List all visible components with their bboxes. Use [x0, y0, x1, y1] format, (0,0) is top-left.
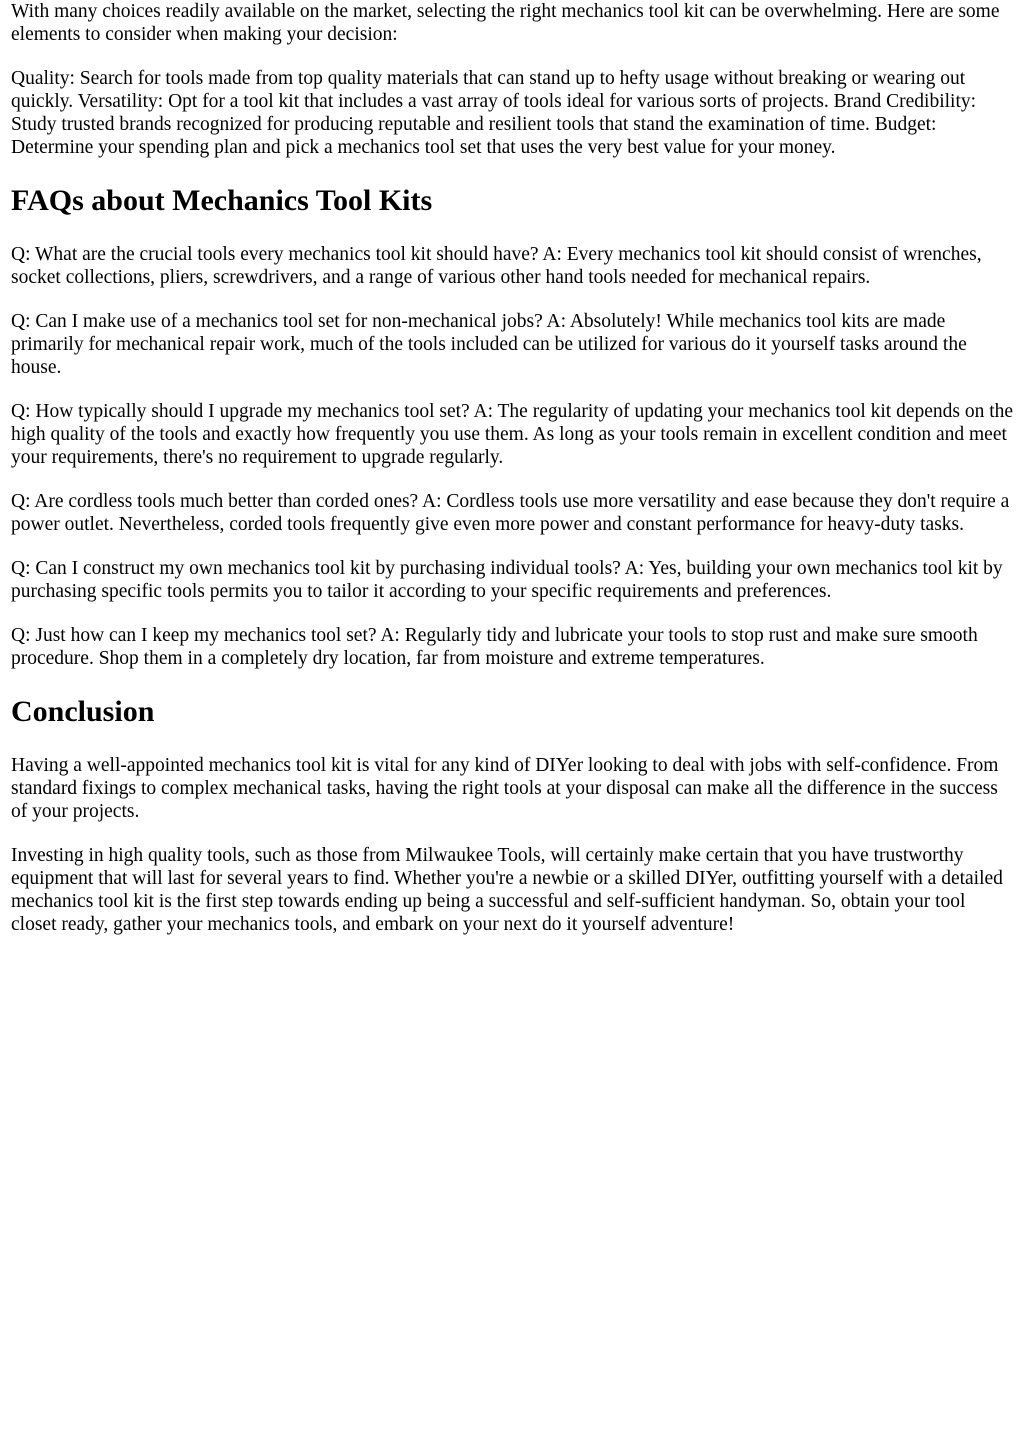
faq-item: Q: Can I construct my own mechanics tool kit by purchasing individual tools? A: Yes, building your own mechanics tool kit by purchasing specific tools permits you to tailor it according to your specific requirements and preferences.	[11, 558, 1003, 602]
faq-item: Q: Just how can I keep my mechanics tool set? A: Regularly tidy and lubricate your tools to stop rust and make sure smooth procedure. Shop them in a completely dry location, far from moisture and extreme temperatures.	[11, 625, 978, 669]
faq-item: Q: Are cordless tools much better than corded ones? A: Cordless tools use more versatility and ease because they don't require a power outlet. Nevertheless, corded tools frequently give even more power and constant performance for heavy-duty tasks.	[11, 491, 1010, 535]
conclusion-heading: Conclusion	[11, 695, 155, 728]
conclusion-paragraph: Investing in high quality tools, such as those from Milwaukee Tools, will certainly make certain that you have trustworthy equipment that will last for several years to find. Whether you're a newbie or a skilled DIYer, outfitting yourself with a detailed mechanics tool kit is the first step towards ending up being a successful and self-sufficient handyman. So, obtain your tool closet ready, gather your mechanics tools, and embark on your next do it yourself adventure!	[11, 845, 1003, 935]
faq-item: Q: How typically should I upgrade my mechanics tool set? A: The regularity of updating your mechanics tool kit depends on the high quality of the tools and exactly how frequently you use them. As long as your tools remain in excellent condition and meet your requirements, there's no requirement to upgrade regularly.	[11, 401, 1014, 468]
intro-paragraph: With many choices readily available on the market, selecting the right mechanics tool kit can be overwhelming. Here are some elements to consider when making your decision:	[11, 1, 1000, 45]
faq-item: Q: Can I make use of a mechanics tool set for non-mechanical jobs? A: Absolutely! While mechanics tool kits are made primarily for mechanical repair work, much of the tools included can be utilized for various do it yourself tasks around the house.	[11, 311, 967, 378]
faq-heading: FAQs about Mechanics Tool Kits	[11, 184, 433, 217]
considerations-paragraph: Quality: Search for tools made from top quality materials that can stand up to hefty usage without breaking or wearing out quickly. Versatility: Opt for a tool kit that includes a vast array of tools ideal for various sorts of projects. Brand Credibility: Study trusted brands recognized for producing reputable and resilient tools that stand the examination of time. Budget: Determine your spending plan and pick a mechanics tool set that uses the very best value for your money.	[11, 68, 977, 158]
faq-item: Q: What are the crucial tools every mechanics tool kit should have? A: Every mechanics tool kit should consist of wrenches, socket collections, pliers, screwdrivers, and a range of various other hand tools needed for mechanical repairs.	[11, 244, 982, 288]
conclusion-paragraph: Having a well-appointed mechanics tool kit is vital for any kind of DIYer looking to deal with jobs with self-confidence. From standard fixings to complex mechanical tasks, having the right tools at your disposal can make all the difference in the success of your projects.	[11, 755, 999, 822]
